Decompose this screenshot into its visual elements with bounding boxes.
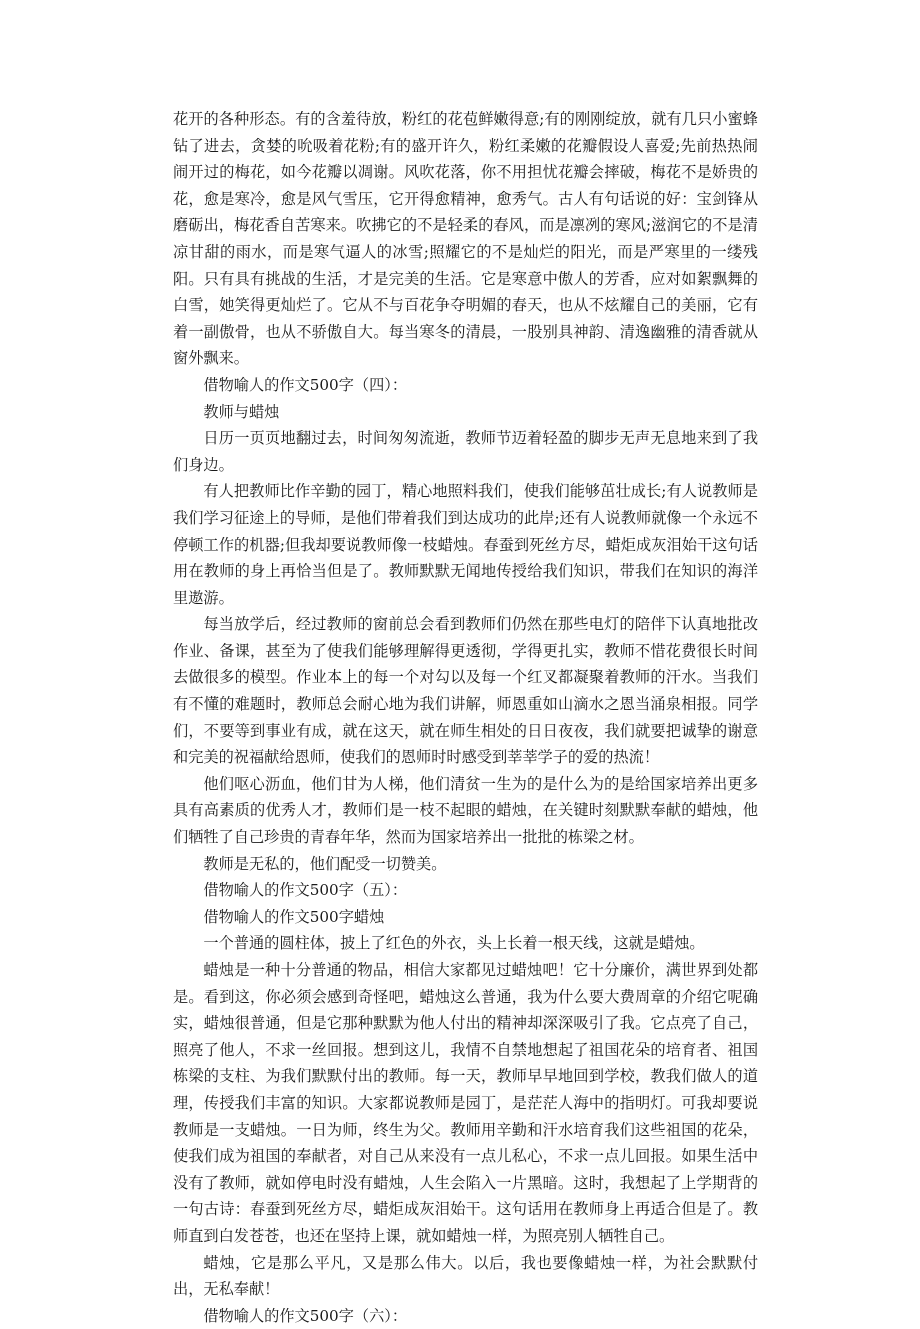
paragraph: 教师是无私的，他们配受一切赞美。: [203, 854, 447, 873]
paragraph: 蜡烛，它是那么平凡，又是那么伟大。以后，我也要像蜡烛一样，为社会默默付出，无私奉献！: [173, 1253, 758, 1299]
paragraph: 每当放学后，经过教师的窗前总会看到教师们仍然在那些电灯的陪伴下认真地批改作业、备课，甚至为了使我们能够理解得更透彻，学得更扎实，教师不惜花费很长时间去做很多的模型。作业本上的每一个对勾以及每一个红叉都凝聚着教师的汗水。当我们有不懂的难题时，教师总会耐心地为我们讲解，师恩重如山滴水之恩当涌泉相报。同学们，不要等到事业有成，就在这天，就在师生相处的日日夜夜，我们就要把诚挚的谢意和完美的祝福献给恩师，使我们的恩师时时感受到莘莘学子的爱的热流！: [173, 615, 758, 767]
essay-title-candle: 借物喻人的作文500字蜡烛: [203, 907, 385, 926]
paragraph: 蜡烛是一种十分普通的物品，相信大家都见过蜡烛吧！它十分廉价，满世界到处都是。看到这，你必须会感到奇怪吧，蜡烛这么普通，我为什么要大费周章的介绍它呢确实，蜡烛很普通，但是它那种默默为他人付出的精神却深深吸引了我。它点亮了自己，照亮了他人，不求一丝回报。想到这儿，我情不自禁地想起了祖国花朵的培育者、祖国栋梁的支柱、为我们默默付出的教师。每一天，教师早早地回到学校，教我们做人的道理，传授我们丰富的知识。大家都说教师是园丁，是茫茫人海中的指明灯。可我却要说教师是一支蜡烛。一日为师，终生为父。教师用辛勤和汗水培育我们这些祖国的花朵，使我们成为祖国的奉献者，对自己从来没有一点儿私心，不求一点儿回报。如果生活中没有了教师，就如停电时没有蜡烛，人生会陷入一片黑暗。这时，我想起了上学期背的一句古诗：春蚕到死丝方尽，蜡炬成灰泪始干。这句话用在教师身上再适合但是了。教师直到白发苍苍，也还在坚持上课，就如蜡烛一样，为照亮别人牺牲自己。: [173, 961, 758, 1245]
paragraph-plum-blossom-continued: 花开的各种形态。有的含羞待放，粉红的花苞鲜嫩得意;有的刚刚绽放，就有几只小蜜蜂钻了进去，贪婪的吮吸着花粉;有的盛开许久，粉红柔嫩的花瓣假设人喜爱;先前热热闹闹开过的梅花，如今花瓣以凋谢。风吹花落，你不用担忧花瓣会摔破，梅花不是娇贵的花，愈是寒冷，愈是风气雪压，它开得愈精神，愈秀气。古人有句话说的好：宝剑锋从磨砺出，梅花香自苦寒来。吹拂它的不是轻柔的春风，而是凛冽的寒风;滋润它的不是清凉甘甜的雨水，而是寒气逼人的冰雪;照耀它的不是灿烂的阳光，而是严寒里的一缕残阳。只有具有挑战的生活，才是完美的生活。它是寒意中傲人的芳香，应对如絮飘舞的白雪，她笑得更灿烂了。它从不与百花争夺明媚的春天，也从不炫耀自己的美丽，它有着一副傲骨，也从不骄傲自大。每当寒冬的清晨，一股别具神韵、清逸幽雅的清香就从窗外飘来。: [173, 110, 758, 368]
section-heading-4: 借物喻人的作文500字（四）：: [203, 375, 408, 394]
essay-title-teacher-and-candle: 教师与蜡烛: [203, 402, 280, 421]
section-heading-6: 借物喻人的作文500字（六）：: [203, 1306, 408, 1325]
paragraph: 一个普通的圆柱体，披上了红色的外衣，头上长着一根天线，这就是蜡烛。: [203, 934, 705, 953]
paragraph: 有人把教师比作辛勤的园丁，精心地照料我们，使我们能够茁壮成长;有人说教师是我们学习征途上的导师，是他们带着我们到达成功的此岸;还有人说教师就像一个永远不停顿工作的机器;但我却要说教师像一枝蜡烛。春蚕到死丝方尽，蜡炬成灰泪始干这句话用在教师的身上再恰当但是了。教师默默无闻地传授给我们知识，带我们在知识的海洋里遨游。: [173, 482, 758, 607]
section-heading-5: 借物喻人的作文500字（五）：: [203, 881, 408, 900]
document-body: [173, 106, 758, 1329]
paragraph: 日历一页页地翻过去，时间匆匆流逝，教师节迈着轻盈的脚步无声无息地来到了我们身边。: [173, 429, 758, 474]
paragraph: 他们呕心沥血，他们甘为人梯，他们清贫一生为的是什么为的是给国家培养出更多具有高素质的优秀人才，教师们是一枝不起眼的蜡烛，在关键时刻默默奉献的蜡烛，他们牺牲了自己珍贵的青春年华，然而为国家培养出一批批的栋梁之材。: [173, 774, 758, 847]
